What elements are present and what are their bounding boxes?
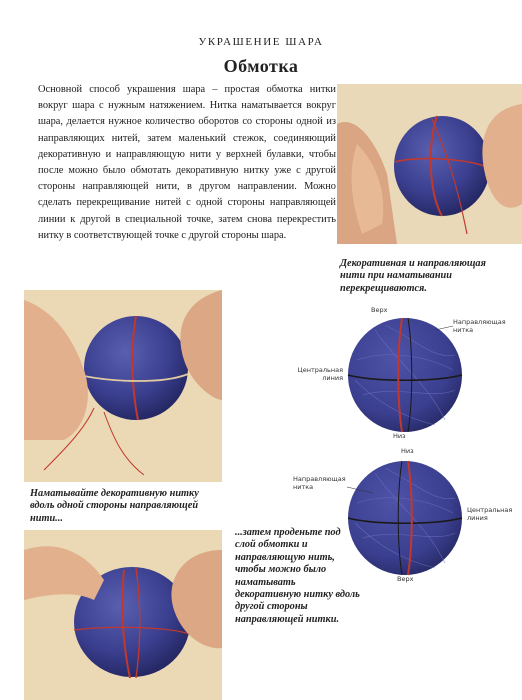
body-paragraph: Основной способ украшения шара – простая обмотка нитки вокруг шара с нужным натяжением. Нитка наматывается вокруг шара, делается нужное количество оборотов со стороны одной из направляющих нитей, затем маленький стежок, соединяющий декоративную и направляющую нити у верхней булавки, чтобы после можно было обмотать декоративную нитку уже с другой стороны направляющей нити, в другом направлении. Можно сделать перекрещивание нитей с одной стороны направляющей линии к другой в специальной точке, затем снова перекрестить нитку в соответствующей точке с другой стороны шара. xyxy=(38,84,336,241)
label-center-line: Центральная линия xyxy=(467,506,513,522)
photo-crossing-threads xyxy=(337,84,522,244)
photo-winding-one-side xyxy=(24,290,222,482)
label-bottom: Низ xyxy=(393,432,406,440)
photo-thread-under xyxy=(24,530,222,700)
label-center-line: Центральная линия xyxy=(297,366,343,382)
section-heading: УКРАШЕНИЕ ШАРА xyxy=(198,36,324,48)
page-title: Обмотка xyxy=(223,56,299,76)
diagram-sphere-top xyxy=(285,300,522,450)
caption-then-thread: ...затем проденьте под слой обмотки и направляющую нить, чтобы можно было наматывать декоративную нитку вдоль другой стороны направляющей нитки. xyxy=(235,527,360,625)
label-guide-thread: Направляющая нитка xyxy=(453,318,506,334)
diagram-sphere-bottom xyxy=(285,443,522,593)
caption-crossing: Декоративная и направляющая нити при наматывании перекрещиваются. xyxy=(340,258,486,294)
caption-wind-one-side: Наматывайте декоративную нитку вдоль одной стороны направляющей нити... xyxy=(30,488,199,524)
label-top: Верх xyxy=(397,575,414,583)
label-guide-thread: Направляющая нитка xyxy=(293,475,346,491)
label-top: Верх xyxy=(371,306,388,314)
label-bottom: Низ xyxy=(401,447,414,455)
